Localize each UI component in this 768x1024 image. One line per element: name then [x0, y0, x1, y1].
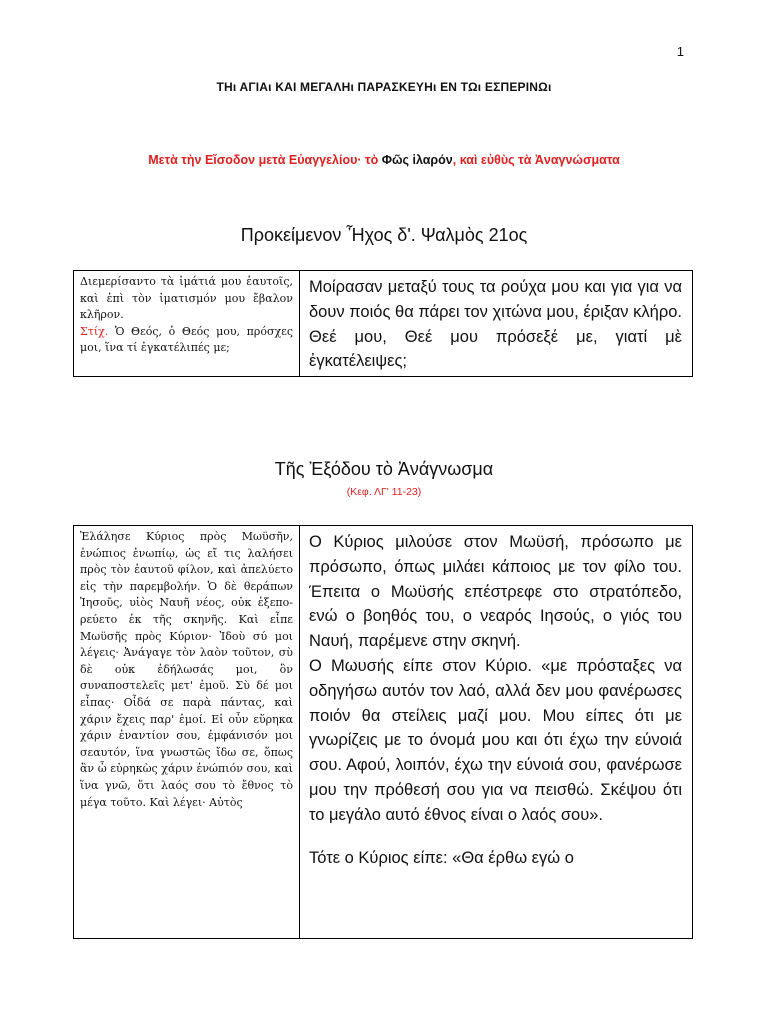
rubric-intro-part-3: , καὶ εὐθὺς τὰ Ἀναγνώσματα: [452, 153, 620, 167]
reading-translation-paragraph-3: Τότε ο Κύριος είπε: «Θα έρθω εγώ ο: [309, 848, 574, 867]
reading-reference: (Κεφ. ΛΓ' 11-23): [346, 486, 422, 498]
reading-translation-cell: [300, 526, 693, 939]
page-number: 1: [676, 44, 684, 59]
service-heading: ΤΗι ΑΓΙΑι ΚΑΙ ΜΕΓΑΛΗι ΠΑΡΑΣΚΕΥΗι ΕΝ ΤΩι ΕΣΠΕΡΙΝΩι: [216, 80, 552, 94]
reading-table: [73, 525, 693, 939]
prokeimenon-translation-cell: [300, 271, 693, 377]
stichos-text: Ὁ Θεός, ὁ Θεός μου, πρόσχες μοι, ἵνα τί ἐγκατέλιπές με;: [80, 324, 293, 355]
rubric-hymn-title: Φῶς ἱλαρόν: [381, 153, 453, 167]
prokeimenon-table: [73, 270, 693, 377]
prokeimenon-row: [74, 271, 693, 377]
rubric-intro-part-1: Μετὰ τὴν Εἴσοδον μετὰ Εὐαγγελίου· τὸ: [148, 153, 382, 167]
prokeimenon-original-verse: Διεμερίσαντο τὰ ἱμάτιά μου ἑαυτοῖς, καὶ ἐπὶ τὸν ἱματισμόν μου ἔβαλον κλῆρον.: [80, 275, 293, 322]
reading-translation-paragraph-2: Ο Μωυσής είπε στον Κύριο. «με πρόσταξες να οδηγήσω αυτόν τον λαό, αλλά δεν μου φανέρωσες ποιόν θα στείλεις μαζί μου. Μου είπες ότι με γνωρίζεις με το όνομά μου και ότι έχω την εύνοιά σου. Αφού, λοιπόν, έχω την εύνοιά σου, φανέρωσε μου την πρόθεσή σου για να πεισθώ. Σκέψου ότι το μεγάλο αυτό έθνος είναι ο λαός σου».: [309, 656, 682, 824]
reading-title: Τῆς Ἐξόδου τὸ Ἀνάγνωσμα: [274, 459, 494, 479]
prokeimenon-translation: Μοίρασαν μεταξύ τους τα ρούχα μου και για για να δουν ποιός θα πάρει τον χιτώνα μου, έριξαν κλήρο. Θεέ μου, Θεέ μου πρόσεξέ με, γιατί μὲ ἐγκατέλειψες;: [309, 278, 682, 371]
stichos-label: Στίχ.: [80, 324, 109, 338]
rubric-intro: [0, 153, 768, 167]
reading-translation-paragraph-1: Ο Κύριος μιλούσε στον Μωϋσή, πρόσωπο με πρόσωπο, όπως μιλάει κάποιος με τον φίλο του. Έπειτα ο Μωϋσής επέστρεφε στο στρατόπεδο, ενώ ο βοηθός του, ο νεαρός Ιησούς, ο γιός του Ναυή, παρέμενε στην σκηνή.: [309, 533, 682, 651]
reading-row: [74, 526, 693, 939]
prokeimenon-stichos: [80, 324, 293, 357]
reading-original-text: Ἐλάλησε Κύριος πρὸς Μωϋσῆν, ἐνώπιος ἐνωπίῳ, ὡς εἴ τις λαλήσει πρὸς τὸν ἑαυτοῦ φίλον, καὶ ἀπελύετο εἰς τὴν παρεμβολήν. Ὁ δὲ θεράπων Ἰησοῦς, υἱὸς Ναυῆ νέος, οὐκ ἐξεπορεύετο ἐκ τῆς σκηνῆς. Καὶ εἶπε Μωϋσῆς πρὸς Κύριον· Ἰδοὺ σύ μοι λέγεις· Ἀνάγαγε τὸν λαὸν τοῦτον, σὺ δὲ οὐκ ἐδήλωσάς μοι, ὃν συναποστελεῖς μετ' ἐμοῦ. Σὺ δέ μοι εἶπας· Οἶδά σε παρὰ πάντας, καὶ χάριν ἔχεις παρ' ἐμοί. Εἰ οὖν εὕρηκα χάριν ἐναντίον σου, ἐμφάνισόν μοι σεαυτόν, ἵνα γνωστῶς ἴδω σε, ὅπως ἂν ὦ εὑρηκὼς χάριν ἐνώπιόν σου, καὶ ἵνα γνῶ, ὅτι λαός σου τὸ ἔθνος τὸ μέγα τοῦτο. Καὶ λέγει· Αὐτὸς: [80, 530, 293, 809]
prokeimenon-title: Προκείμενον Ἦχος δ'. Ψαλμὸς 21ος: [240, 225, 528, 245]
reading-original-cell: [74, 526, 300, 939]
prokeimenon-original-cell: [74, 271, 300, 377]
